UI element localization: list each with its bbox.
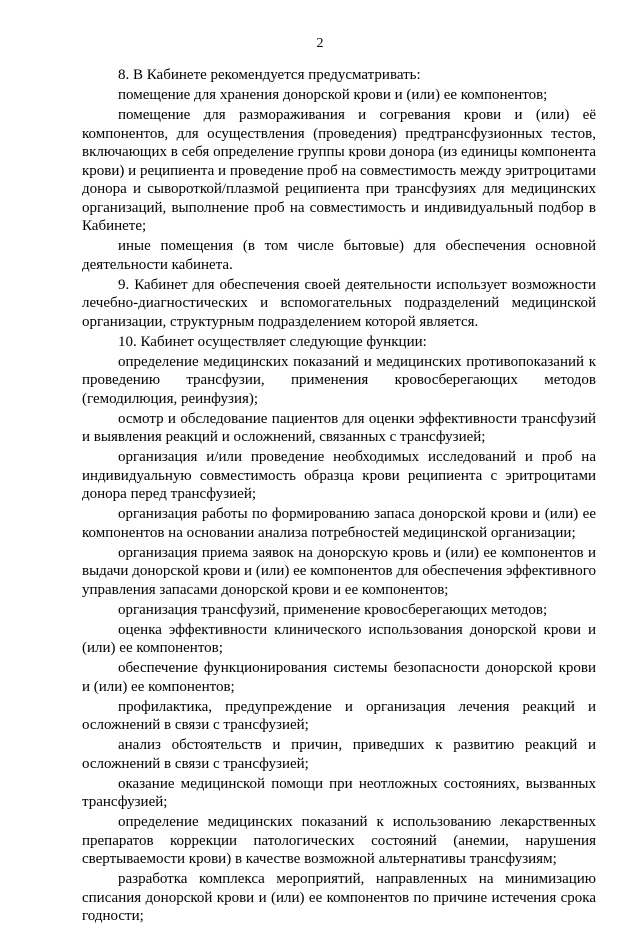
paragraph: 8. В Кабинете рекомендуется предусматривать: [118,67,421,83]
paragraph: 10. Кабинет осуществляет следующие функции: [118,333,427,350]
paragraph: разработка комплекса мероприятий, направленных на минимизацию списания донорской крови и (или) ее компонентов по причине истечения срока годности; [82,871,596,924]
paragraph: профилактика, предупреждение и организация лечения реакций и осложнений в связи с трансфузией; [82,698,596,733]
paragraph: иные помещения (в том числе бытовые) для обеспечения основной деятельности кабинета. [82,238,596,273]
page-number: 2 [316,36,324,51]
paragraph: обеспечение функционирования системы безопасности донорской крови и (или) ее компонентов; [82,660,596,695]
paragraph: организация трансфузий, применение кровосберегающих методов; [118,601,548,618]
paragraph: оценка эффективности клинического использования донорской крови и (или) ее компонентов; [82,621,596,656]
paragraph: помещение для размораживания и согревания крови и (или) её компонентов, для осуществления (проведения) предтрансфузионных тестов, включающих в себя определение группы крови донора (из единицы компонента крови) и реципиента и проведение проб на совместимость между эритроцитами донора и сывороткой/плазмой реципиента при трансфузиях для медицинских организаций, выполнение проб на совместимость и индивидуальный подбор в Кабинете; [82,107,596,234]
paragraph: осмотр и обследование пациентов для оценки эффективности трансфузий и выявления реакций и осложнений, связанных с трансфузией; [82,410,596,445]
paragraph: анализ обстоятельств и причин, приведших к развитию реакций и осложнений в связи с трансфузией; [82,737,596,772]
paragraph: организация приема заявок на донорскую кровь и (или) ее компонентов и выдачи донорской крови и (или) ее компонентов для обеспечения эффективного управления запасами донорской крови и ее компонентов; [82,544,596,598]
document-body [82,66,596,927]
paragraph: организация работы по формированию запаса донорской крови и (или) ее компонентов на основании анализа потребностей медицинской организации; [82,506,596,541]
paragraph: определение медицинских показаний и медицинских противопоказаний к проведению трансфузии, применения кровосберегающих методов (гемодилюция, реинфузия); [82,353,596,407]
paragraph: оказание медицинской помощи при неотложных состояниях, вызванных трансфузией; [82,775,596,810]
paragraph: определение медицинских показаний к использованию лекарственных препаратов коррекции патологических состояний (анемии, нарушения свертываемости крови) в качестве возможной альтернативы трансфузиям; [82,814,596,867]
paragraph: 9. Кабинет для обеспечения своей деятельности использует возможности лечебно-диагностических и вспомогательных подразделений медицинской организации, структурным подразделением которой является. [82,276,596,330]
paragraph: помещение для хранения донорской крови и (или) ее компонентов; [118,87,548,103]
paragraph: организация и/или проведение необходимых исследований и проб на индивидуальную совместимость образца крови реципиента с эритроцитами донора перед трансфузией; [82,449,596,502]
